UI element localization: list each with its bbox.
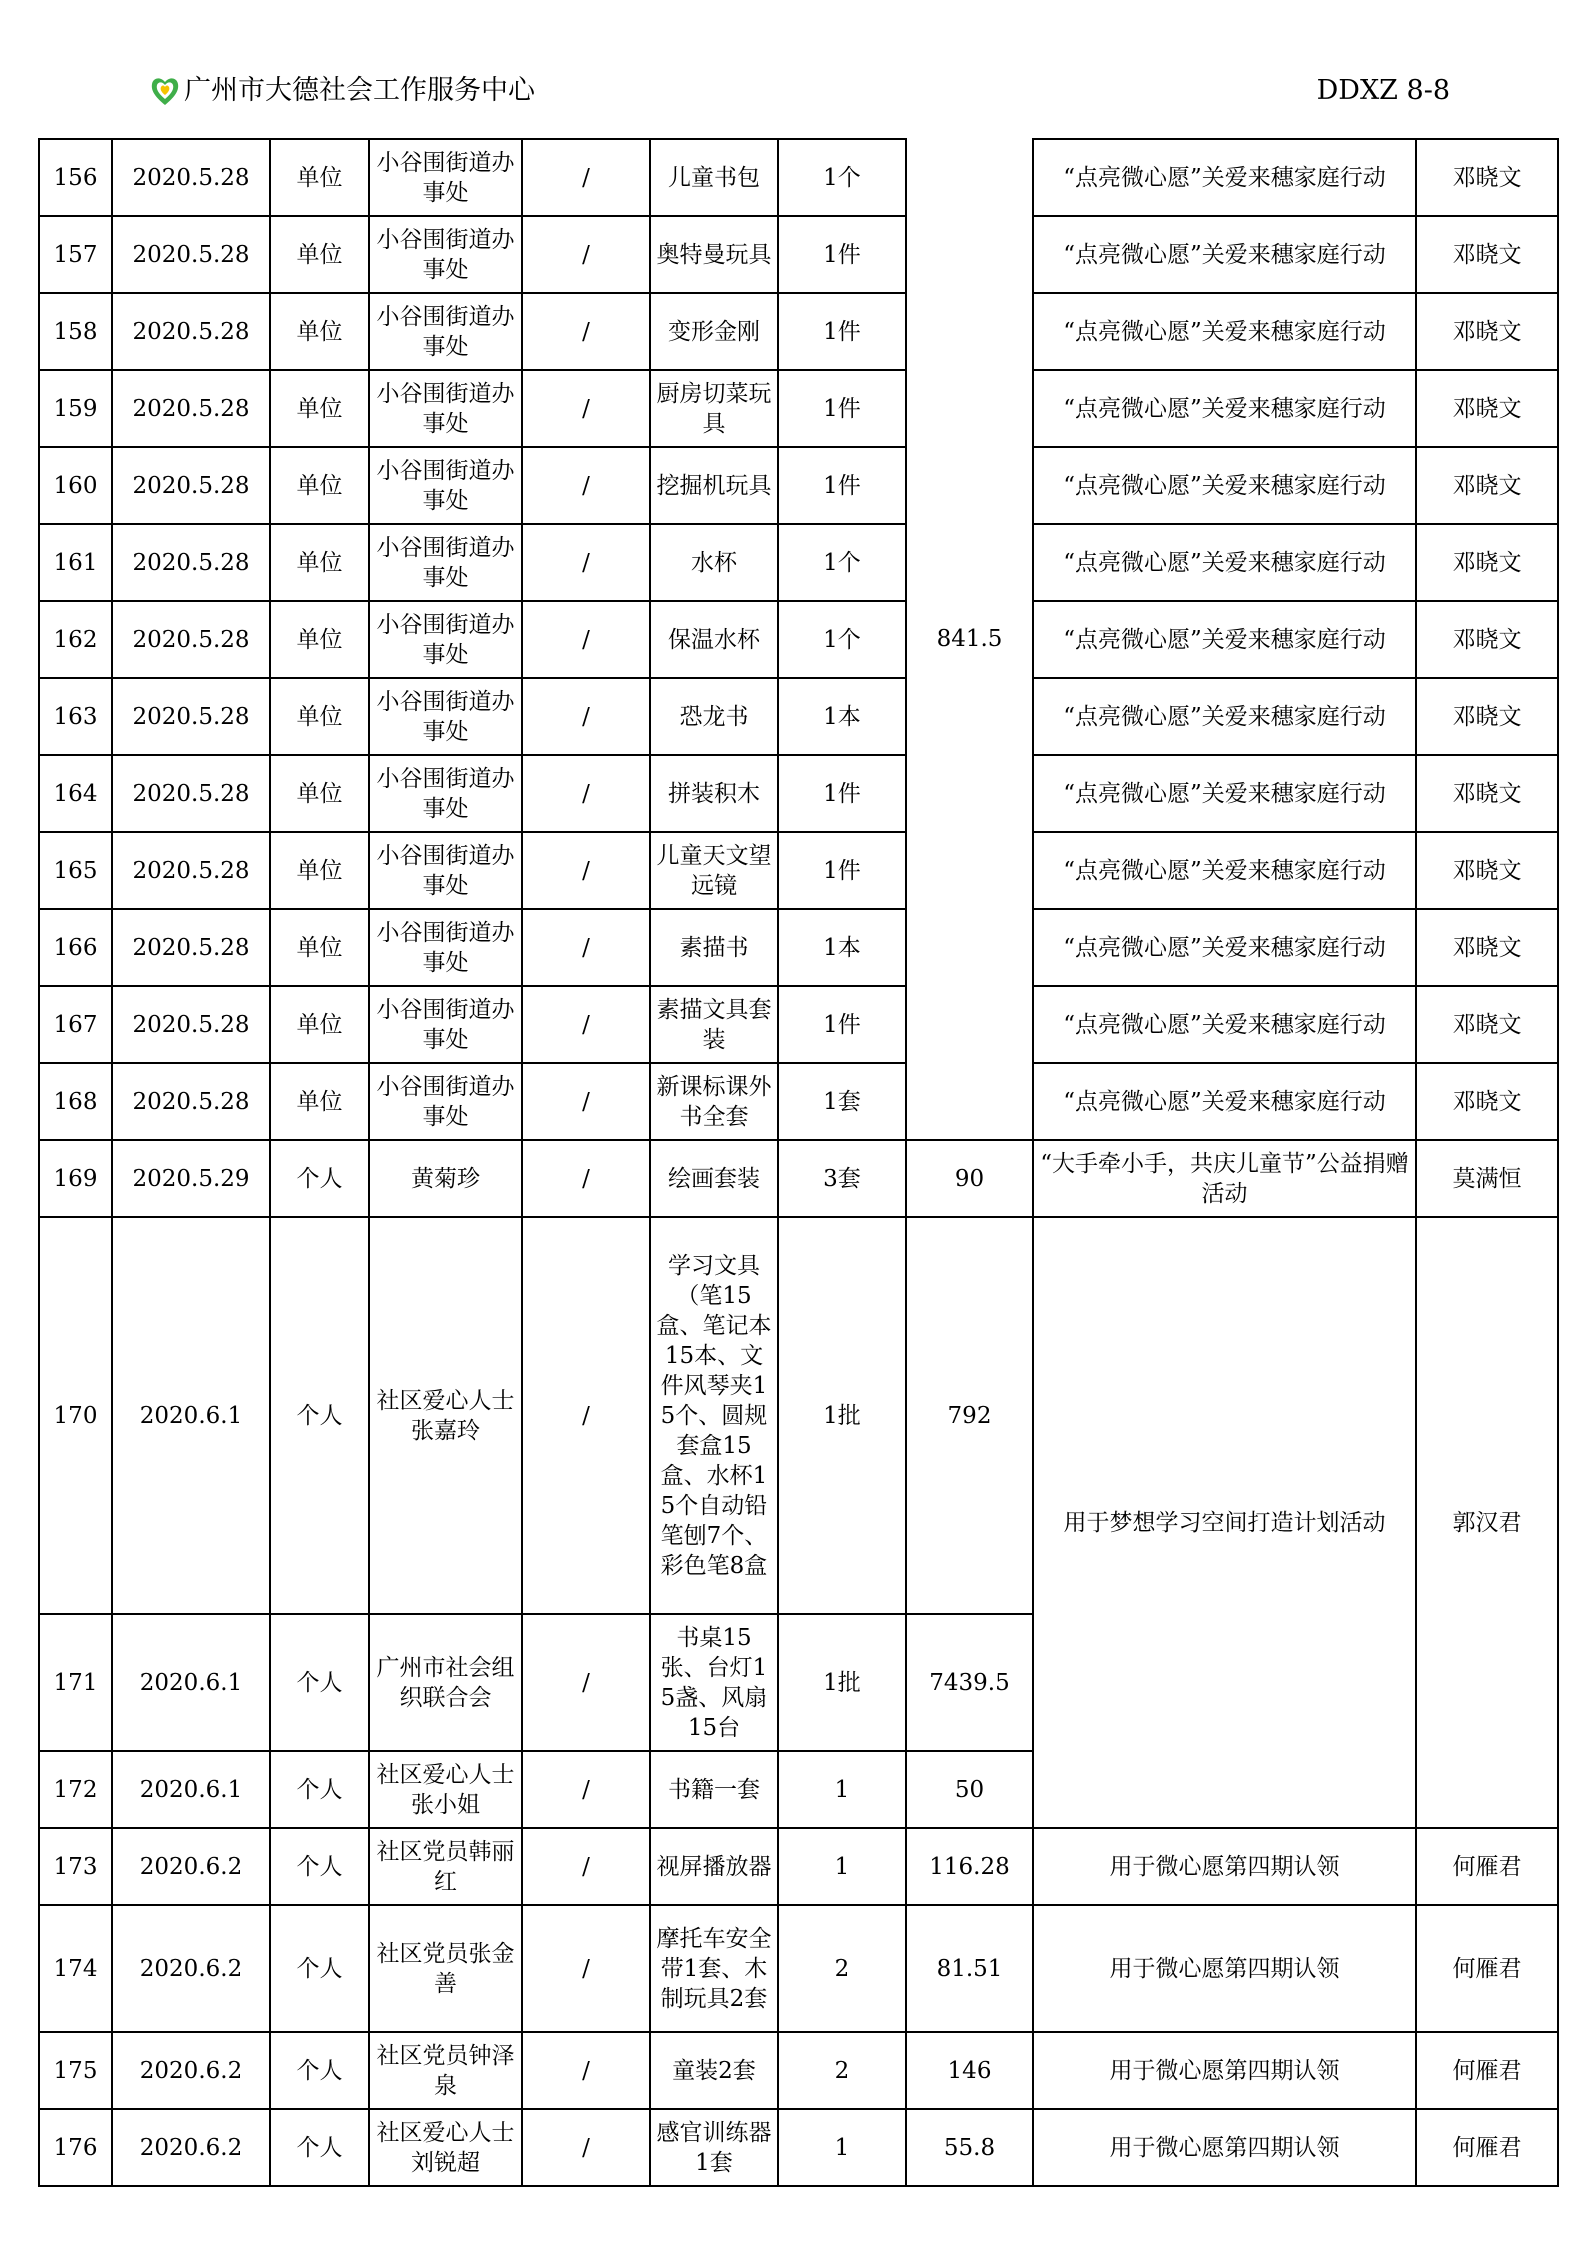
quantity: 1批: [778, 1217, 906, 1614]
quantity: 1本: [778, 678, 906, 755]
merged-amount: 841.5: [906, 139, 1033, 1140]
table-row: [39, 909, 1558, 986]
donated-item: 书籍一套: [650, 1751, 778, 1828]
donation-date: 2020.5.29: [112, 1140, 270, 1217]
donor-name: 社区爱心人士张嘉玲: [369, 1217, 522, 1614]
donated-item: 厨房切菜玩具: [650, 370, 778, 447]
donor-type: 单位: [270, 909, 369, 986]
donation-date: 2020.5.28: [112, 293, 270, 370]
donation-ledger-table: [38, 138, 1559, 2187]
quantity: 1: [778, 1751, 906, 1828]
purpose: 用于微心愿第四期认领: [1033, 1905, 1416, 2032]
table-row: [39, 2109, 1558, 2186]
quantity: 1件: [778, 293, 906, 370]
purpose: “点亮微心愿”关爱来穗家庭行动: [1033, 1063, 1416, 1140]
row-number: 156: [39, 139, 112, 216]
donor-name: 小谷围街道办事处: [369, 601, 522, 678]
row-number: 168: [39, 1063, 112, 1140]
row-number: 170: [39, 1217, 112, 1614]
donor-type: 单位: [270, 524, 369, 601]
quantity: 3套: [778, 1140, 906, 1217]
blank-marker: /: [522, 2032, 650, 2109]
donated-item: 素描书: [650, 909, 778, 986]
quantity: 1件: [778, 986, 906, 1063]
donor-type: 单位: [270, 832, 369, 909]
page-header: [150, 70, 1450, 114]
handler: 邓晓文: [1416, 1063, 1558, 1140]
quantity: 2: [778, 1905, 906, 2032]
donated-item: 绘画套装: [650, 1140, 778, 1217]
donated-item: 儿童书包: [650, 139, 778, 216]
row-number: 157: [39, 216, 112, 293]
donated-item: 感官训练器1套: [650, 2109, 778, 2186]
quantity: 1本: [778, 909, 906, 986]
table-row: [39, 524, 1558, 601]
purpose: 用于微心愿第四期认领: [1033, 2109, 1416, 2186]
table-row: [39, 678, 1558, 755]
purpose: “点亮微心愿”关爱来穗家庭行动: [1033, 755, 1416, 832]
donated-item: 挖掘机玩具: [650, 447, 778, 524]
donation-date: 2020.6.2: [112, 1905, 270, 2032]
blank-marker: /: [522, 293, 650, 370]
table-row: [39, 447, 1558, 524]
blank-marker: /: [522, 678, 650, 755]
table-row: [39, 370, 1558, 447]
blank-marker: /: [522, 1217, 650, 1614]
merged-purpose: 用于梦想学习空间打造计划活动: [1033, 1217, 1416, 1828]
donor-type: 单位: [270, 293, 369, 370]
donor-type: 单位: [270, 216, 369, 293]
handler: 何雁君: [1416, 1828, 1558, 1905]
table-row: [39, 601, 1558, 678]
quantity: 1件: [778, 447, 906, 524]
donation-date: 2020.6.2: [112, 2109, 270, 2186]
donated-item: 保温水杯: [650, 601, 778, 678]
row-number: 175: [39, 2032, 112, 2109]
row-number: 171: [39, 1614, 112, 1751]
donor-name: 小谷围街道办事处: [369, 832, 522, 909]
row-number: 176: [39, 2109, 112, 2186]
document-code: DDXZ 8-8: [1316, 75, 1450, 106]
row-number: 165: [39, 832, 112, 909]
donated-item: 水杯: [650, 524, 778, 601]
donor-type: 单位: [270, 986, 369, 1063]
row-number: 169: [39, 1140, 112, 1217]
amount: 50: [906, 1751, 1033, 1828]
handler: 邓晓文: [1416, 678, 1558, 755]
row-number: 160: [39, 447, 112, 524]
quantity: 1件: [778, 755, 906, 832]
purpose: “点亮微心愿”关爱来穗家庭行动: [1033, 909, 1416, 986]
quantity: 1个: [778, 139, 906, 216]
handler: 邓晓文: [1416, 909, 1558, 986]
donor-type: 单位: [270, 1063, 369, 1140]
amount: 146: [906, 2032, 1033, 2109]
table-row: [39, 1217, 1558, 1614]
handler: 邓晓文: [1416, 986, 1558, 1063]
table-row: [39, 1828, 1558, 1905]
handler: 何雁君: [1416, 2109, 1558, 2186]
donor-type: 个人: [270, 1828, 369, 1905]
handler: 邓晓文: [1416, 370, 1558, 447]
donor-name: 小谷围街道办事处: [369, 755, 522, 832]
row-number: 164: [39, 755, 112, 832]
purpose: “点亮微心愿”关爱来穗家庭行动: [1033, 139, 1416, 216]
blank-marker: /: [522, 909, 650, 986]
row-number: 161: [39, 524, 112, 601]
table-row: [39, 2032, 1558, 2109]
donation-date: 2020.6.1: [112, 1751, 270, 1828]
donated-item: 学习文具（笔15盒、笔记本15本、文件风琴夹15个、圆规套盒15盒、水杯15个自动铅笔刨7个、彩色笔8盒: [650, 1217, 778, 1614]
donation-date: 2020.5.28: [112, 832, 270, 909]
quantity: 2: [778, 2032, 906, 2109]
blank-marker: /: [522, 1614, 650, 1751]
donor-type: 个人: [270, 1751, 369, 1828]
handler: 邓晓文: [1416, 216, 1558, 293]
handler: 邓晓文: [1416, 832, 1558, 909]
purpose: “点亮微心愿”关爱来穗家庭行动: [1033, 601, 1416, 678]
donor-name: 小谷围街道办事处: [369, 216, 522, 293]
table-row: [39, 1905, 1558, 2032]
blank-marker: /: [522, 601, 650, 678]
donation-date: 2020.5.28: [112, 601, 270, 678]
blank-marker: /: [522, 524, 650, 601]
donor-type: 个人: [270, 2109, 369, 2186]
table-row: [39, 986, 1558, 1063]
amount: 90: [906, 1140, 1033, 1217]
handler: 邓晓文: [1416, 755, 1558, 832]
blank-marker: /: [522, 1828, 650, 1905]
donation-date: 2020.5.28: [112, 447, 270, 524]
quantity: 1: [778, 1828, 906, 1905]
donor-name: 小谷围街道办事处: [369, 678, 522, 755]
donated-item: 书桌15张、台灯15盏、风扇15台: [650, 1614, 778, 1751]
handler: 何雁君: [1416, 1905, 1558, 2032]
donor-type: 个人: [270, 1614, 369, 1751]
row-number: 158: [39, 293, 112, 370]
purpose: “点亮微心愿”关爱来穗家庭行动: [1033, 986, 1416, 1063]
handler: 莫满恒: [1416, 1140, 1558, 1217]
quantity: 1批: [778, 1614, 906, 1751]
donation-date: 2020.5.28: [112, 678, 270, 755]
blank-marker: /: [522, 1063, 650, 1140]
donated-item: 新课标课外书全套: [650, 1063, 778, 1140]
quantity: 1: [778, 2109, 906, 2186]
donation-date: 2020.5.28: [112, 524, 270, 601]
donation-date: 2020.6.2: [112, 2032, 270, 2109]
handler: 邓晓文: [1416, 524, 1558, 601]
donated-item: 变形金刚: [650, 293, 778, 370]
donor-name: 小谷围街道办事处: [369, 139, 522, 216]
donor-name: 小谷围街道办事处: [369, 447, 522, 524]
donor-name: 社区党员钟泽泉: [369, 2032, 522, 2109]
donor-type: 个人: [270, 1905, 369, 2032]
organization-name: 广州市大德社会工作服务中心: [184, 75, 535, 106]
donor-name: 小谷围街道办事处: [369, 986, 522, 1063]
amount: 55.8: [906, 2109, 1033, 2186]
purpose: 用于微心愿第四期认领: [1033, 2032, 1416, 2109]
purpose: “点亮微心愿”关爱来穗家庭行动: [1033, 678, 1416, 755]
donation-date: 2020.5.28: [112, 986, 270, 1063]
row-number: 159: [39, 370, 112, 447]
blank-marker: /: [522, 447, 650, 524]
donor-type: 单位: [270, 370, 369, 447]
quantity: 1件: [778, 370, 906, 447]
donated-item: 摩托车安全带1套、木制玩具2套: [650, 1905, 778, 2032]
donation-date: 2020.5.28: [112, 216, 270, 293]
donor-name: 小谷围街道办事处: [369, 524, 522, 601]
blank-marker: /: [522, 1751, 650, 1828]
row-number: 172: [39, 1751, 112, 1828]
donor-name: 小谷围街道办事处: [369, 909, 522, 986]
donated-item: 童装2套: [650, 2032, 778, 2109]
handler: 邓晓文: [1416, 601, 1558, 678]
donation-date: 2020.6.2: [112, 1828, 270, 1905]
blank-marker: /: [522, 139, 650, 216]
blank-marker: /: [522, 216, 650, 293]
donor-type: 单位: [270, 601, 369, 678]
handler: 邓晓文: [1416, 293, 1558, 370]
donor-name: 黄菊珍: [369, 1140, 522, 1217]
donor-type: 个人: [270, 1140, 369, 1217]
row-number: 174: [39, 1905, 112, 2032]
amount: 7439.5: [906, 1614, 1033, 1751]
donor-type: 个人: [270, 1217, 369, 1614]
donor-type: 单位: [270, 755, 369, 832]
table-row: [39, 832, 1558, 909]
donor-name: 广州市社会组织联合会: [369, 1614, 522, 1751]
purpose: “大手牵小手，共庆儿童节”公益捐赠活动: [1033, 1140, 1416, 1217]
purpose: “点亮微心愿”关爱来穗家庭行动: [1033, 447, 1416, 524]
donor-name: 社区党员韩丽红: [369, 1828, 522, 1905]
purpose: “点亮微心愿”关爱来穗家庭行动: [1033, 216, 1416, 293]
quantity: 1件: [778, 216, 906, 293]
donor-type: 单位: [270, 139, 369, 216]
table-row: [39, 139, 1558, 216]
row-number: 163: [39, 678, 112, 755]
blank-marker: /: [522, 1905, 650, 2032]
donation-date: 2020.6.1: [112, 1614, 270, 1751]
purpose: “点亮微心愿”关爱来穗家庭行动: [1033, 370, 1416, 447]
donated-item: 拼装积木: [650, 755, 778, 832]
donor-name: 社区爱心人士张小姐: [369, 1751, 522, 1828]
donation-date: 2020.5.28: [112, 755, 270, 832]
donated-item: 素描文具套装: [650, 986, 778, 1063]
donation-date: 2020.6.1: [112, 1217, 270, 1614]
blank-marker: /: [522, 832, 650, 909]
handler: 邓晓文: [1416, 139, 1558, 216]
donor-type: 个人: [270, 2032, 369, 2109]
blank-marker: /: [522, 2109, 650, 2186]
blank-marker: /: [522, 370, 650, 447]
heart-logo-icon: [150, 74, 180, 108]
handler: 邓晓文: [1416, 447, 1558, 524]
amount: 81.51: [906, 1905, 1033, 2032]
purpose: 用于微心愿第四期认领: [1033, 1828, 1416, 1905]
handler: 何雁君: [1416, 2032, 1558, 2109]
donor-name: 小谷围街道办事处: [369, 293, 522, 370]
blank-marker: /: [522, 1140, 650, 1217]
donor-name: 小谷围街道办事处: [369, 370, 522, 447]
donation-date: 2020.5.28: [112, 139, 270, 216]
donor-type: 单位: [270, 678, 369, 755]
donor-name: 社区党员张金善: [369, 1905, 522, 2032]
table-row: [39, 755, 1558, 832]
quantity: 1套: [778, 1063, 906, 1140]
table-row: [39, 293, 1558, 370]
donor-type: 单位: [270, 447, 369, 524]
donation-date: 2020.5.28: [112, 370, 270, 447]
quantity: 1个: [778, 601, 906, 678]
donation-date: 2020.5.28: [112, 1063, 270, 1140]
table-row: [39, 1140, 1558, 1217]
quantity: 1个: [778, 524, 906, 601]
donated-item: 恐龙书: [650, 678, 778, 755]
amount: 792: [906, 1217, 1033, 1614]
purpose: “点亮微心愿”关爱来穗家庭行动: [1033, 832, 1416, 909]
quantity: 1件: [778, 832, 906, 909]
amount: 116.28: [906, 1828, 1033, 1905]
donor-name: 社区爱心人士刘锐超: [369, 2109, 522, 2186]
blank-marker: /: [522, 986, 650, 1063]
blank-marker: /: [522, 755, 650, 832]
row-number: 162: [39, 601, 112, 678]
donor-name: 小谷围街道办事处: [369, 1063, 522, 1140]
row-number: 173: [39, 1828, 112, 1905]
row-number: 167: [39, 986, 112, 1063]
purpose: “点亮微心愿”关爱来穗家庭行动: [1033, 293, 1416, 370]
donated-item: 奥特曼玩具: [650, 216, 778, 293]
donation-date: 2020.5.28: [112, 909, 270, 986]
table-row: [39, 216, 1558, 293]
purpose: “点亮微心愿”关爱来穗家庭行动: [1033, 524, 1416, 601]
merged-handler: 郭汉君: [1416, 1217, 1558, 1828]
donated-item: 视屏播放器: [650, 1828, 778, 1905]
row-number: 166: [39, 909, 112, 986]
table-row: [39, 1063, 1558, 1140]
donated-item: 儿童天文望远镜: [650, 832, 778, 909]
